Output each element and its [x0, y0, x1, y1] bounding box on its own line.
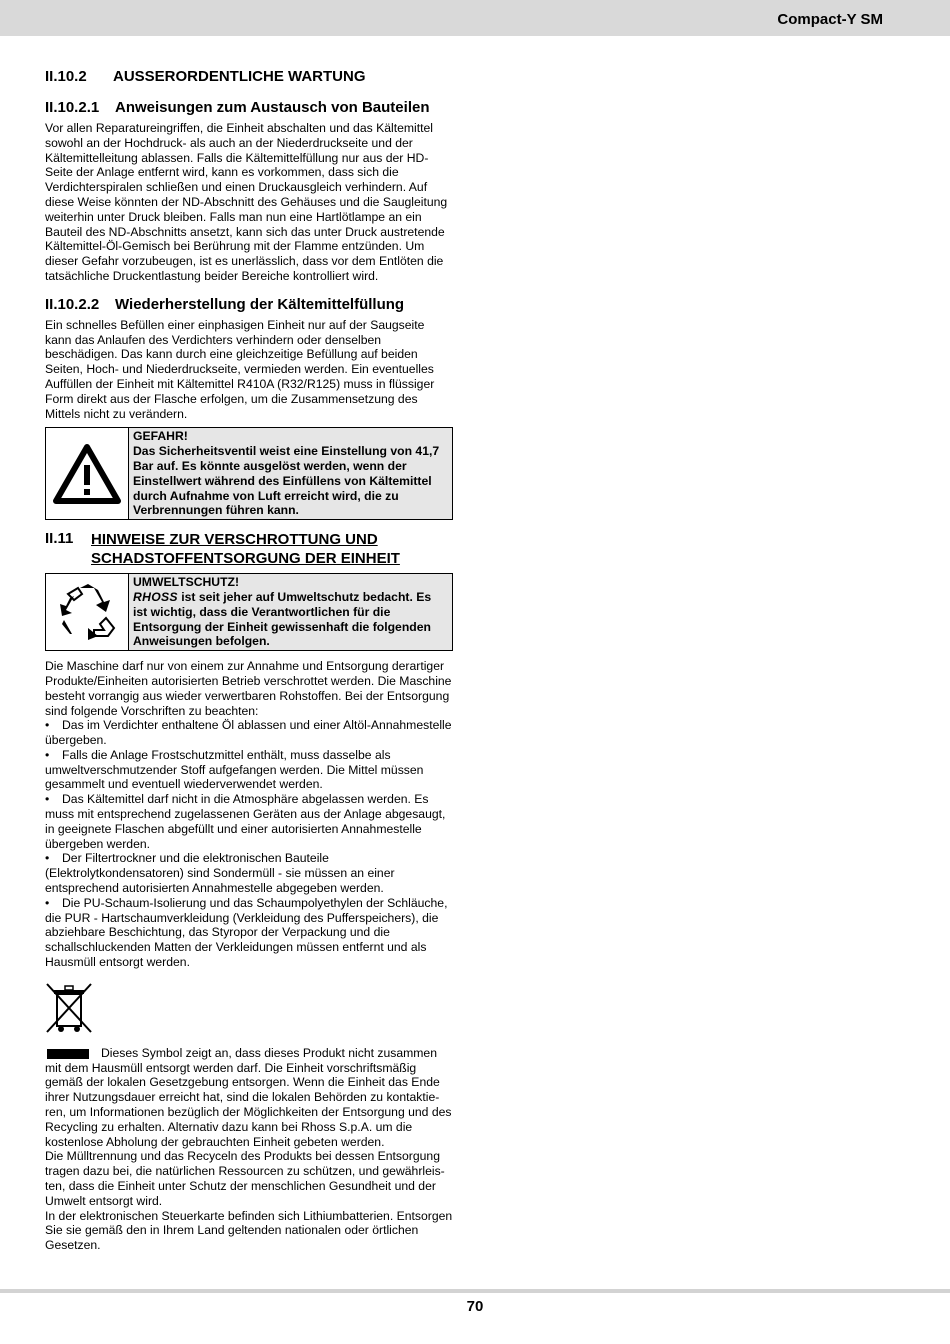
disposal-heading — [45, 530, 453, 568]
environment-body-text: ist seit jeher auf Umweltschutz bedacht. Es ist wichtig, dass die Verantwortlichen für die Entsorgung der Einheit gewissenhaft die folgenden Anweisungen befolgen. — [133, 589, 432, 649]
section-title: AUSSERORDENTLICHE WARTUNG — [113, 68, 366, 85]
weee-paragraph: In der elektronischen Steuerkarte befinden sich Lithiumbatterien. Entsorgen Sie sie gemäß den in Ihrem Land geltenden nationalen oder örtlichen Gesetzen. — [45, 1208, 453, 1253]
section-number: II.10.2 — [45, 68, 87, 85]
environment-text — [129, 574, 452, 650]
title-line-1: HINWEISE ZUR VERSCHROTTUNG UND — [91, 531, 378, 549]
subsection-number: II.10.2.1 — [45, 99, 100, 116]
environment-body — [133, 590, 448, 649]
bullet-item: • Das Kältemittel darf nicht in die Atmosphäre abgelassen werden. Es muss mit entsprechend zugelassenen Geräten aus der Anlage abgesaugt, in geeignete Flaschen abgefüllt und einer autorisierten Annahmestelle übergeben werden. — [45, 792, 446, 851]
paragraph: Ein schnelles Befüllen einer einphasigen Einheit nur auf der Saugseite kann das Anlaufen des Verdichters verhindern oder denselben beschädigen. Das kann durch eine gleichzeitige Befüllung auf beiden Seiten, Hoch- und Niederdruckseite, vermieden werden. Ein eventuelles Auffüllen der Einheit mit Kältemittel R410A (R32/R125) muss in flüssiger Form direkt aus der Flasche erfolgen, um die Zusammensetzung des Mittels nicht zu verändern. — [45, 317, 435, 421]
danger-notice — [45, 427, 453, 520]
subsection-heading — [45, 296, 453, 313]
weee-paragraph: Die Mülltrennung und das Recyceln des Produkts bei dessen Entsorgung tragen dazu bei, die natürlichen Ressourcen zu schützen, und gewährleis-ten, dass die Einheit unter Schutz der menschlichen Gesundheit und der Umwelt entsorgt wird. — [45, 1149, 445, 1208]
disposal-intro: Die Maschine darf nur von einem zur Annahme und Entsorgung derartiger Produkte/Einheiten autorisierten Betrieb verschrottet werden. Die Maschine besteht vorrangig aus wieder verwertbaren Rohstoffen. Bei der Entsorgung sind folgende Vorschriften zu beachten: — [45, 659, 452, 718]
title-line-2: SCHADSTOFFENTSORGUNG DER EINHEIT — [91, 550, 400, 568]
section-number: II.11 — [45, 530, 74, 548]
danger-text — [129, 428, 452, 519]
model-name: Compact-Y SM — [777, 11, 883, 28]
header-bar — [0, 0, 950, 36]
bullet-item: • Das im Verdichter enthaltene Öl ablassen und einer Altöl-Annahmestelle übergeben. — [45, 718, 452, 748]
warning-triangle-icon — [46, 428, 129, 519]
page-number: 70 — [466, 1298, 484, 1315]
recycling-icon — [46, 574, 129, 650]
bullet-item: • Falls die Anlage Frostschutzmittel enthält, muss dasselbe als umweltverschmutzender Stoff aufgefangen werden. Die Mittel müssen gesammelt und eventuell wiederverwendet werden. — [45, 747, 424, 792]
environment-heading: UMWELTSCHUTZ! — [133, 575, 240, 590]
content-column — [45, 60, 453, 1253]
bullet-item: • Die PU-Schaum-Isolierung und das Schaumpolyethylen der Schläuche, die PUR - Hartschaumverkleidung (Verkleidung des Pufferspeichers), die abziehbare Beschichtung, das Styropor der Verpackung und die schallschluckenden Matten der Verkleidungen müssen entfernt und als Hausmüll entsorgt werden. — [45, 895, 448, 970]
environment-notice — [45, 573, 453, 651]
crossed-out-bin-icon — [45, 982, 453, 1040]
subsection-title: Anweisungen zum Austausch von Bauteilen — [115, 99, 430, 116]
subsection-number: II.10.2.2 — [45, 295, 100, 313]
section-title — [91, 530, 400, 568]
brand-logo: RHOSS — [133, 589, 178, 604]
subsection-title: Wiederherstellung der Kältemittelfüllung — [115, 295, 405, 313]
danger-body: Das Sicherheitsventil weist eine Einstellung von 41,7 Bar auf. Es könnte ausgelöst werden, wenn der Einstellwert während des Einfüllens von Kältemittel durch Aufnahme von Luft erreicht wird, die zu Verbrennungen führen kann. — [133, 444, 440, 518]
paragraph: Vor allen Reparatureingriffen, die Einheit abschalten und das Kältemittel sowohl an der Hochdruck- als auch an der Niederdruckseite und der Kältemittelleitung ablassen. Falls die Kältemittelfüllung nur aus der HD-Seite der Anlage entfernt wird, kann es vorkommen, dass sich die Verdichterspiralen schließen und einen Druckausgleich verhindern. Auf diese Weise könnten der ND-Abschnitt des Gehäuses und die Saugleitung weiterhin unter Druck bleiben. Falls man nun eine Hartlötlampe an ein Bauteil des ND-Abschnitts ansetzt, kann sich das unter Druck austretende Kältemittel-Öl-Gemisch bei Berührung mit der Flamme entzünden. Um dieser Gefahr vorzubeugen, ist es unerlässlich, dass vor dem Entlöten die tatsächliche Druckentlastung beider Bereiche kontrolliert wird. — [45, 121, 448, 283]
weee-paragraph: Dieses Symbol zeigt an, dass dieses Produkt nicht zusammen mit dem Hausmüll entsorgt werden darf. Die Einheit vorschriftsmäßig gemäß der lokalen Gesetzgebung entsorgen. Wenn die Einheit das Ende ihrer Nutzungsdauer erreicht hat, sind die lokalen Behörden zu kontaktie-ren, um Informationen bezüglich der Möglichkeiten der Entsorgung und des Recycling zu erhalten. Alternativ dazu kann bei Rhoss S.p.A. um die kostenlose Abholung der gebrauchten Einheit gebeten werden. — [45, 1045, 452, 1149]
subsection-heading — [45, 99, 453, 116]
section-heading — [45, 68, 453, 85]
black-bar — [47, 1049, 89, 1059]
footer-divider — [0, 1289, 950, 1293]
bullet-item: • Der Filtertrockner und die elektronischen Bauteile (Elektrolytkondensatoren) sind Sondermüll - sie müssen an einer entsprechend autorisierten Annahmestelle abgegeben werden. — [45, 851, 395, 896]
danger-heading: GEFAHR! — [133, 429, 188, 444]
